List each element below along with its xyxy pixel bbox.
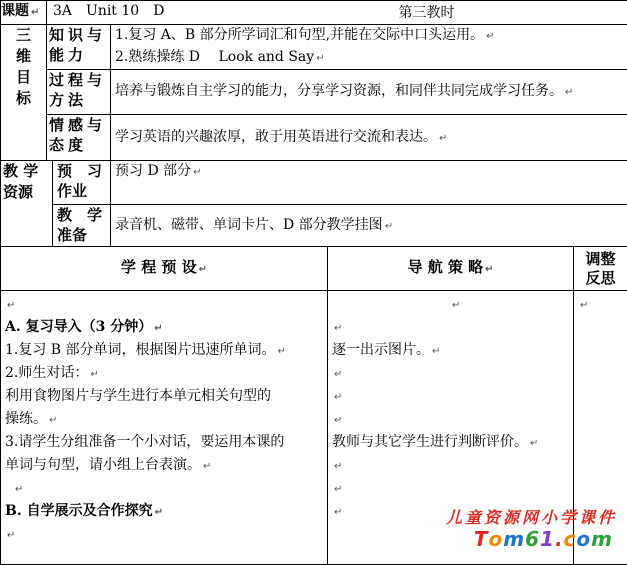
- watermark-letter: T: [474, 527, 489, 551]
- teaching-resources-cell: [1, 161, 53, 247]
- plan-header-cell: 学 程 预 设 ↵: [1, 247, 328, 291]
- prep-label-cell: [53, 205, 111, 247]
- watermark-logo-text: [474, 527, 613, 551]
- period-label: 第三教时: [399, 3, 455, 23]
- strategy-header-cell: 导 航 策 略 ↵: [328, 247, 574, 291]
- watermark-letter: o: [576, 527, 591, 551]
- strategy-item-1: 逐一出示图片。 ↵: [332, 339, 573, 362]
- knowledge-label: 知识与能力: [49, 25, 109, 65]
- topic-value-cell: [47, 1, 627, 25]
- three-dimension-goals-cell: [1, 25, 47, 161]
- topic-label: 课题: [1, 3, 29, 19]
- knowledge-label-cell: [47, 25, 111, 70]
- watermark-letter: o: [489, 527, 504, 551]
- preview-text: 预习 D 部分: [115, 163, 191, 179]
- emotion-text: 学习英语的兴趣浓厚，敢于用英语进行交流和表达。: [115, 129, 437, 145]
- reflection-header-2: 反思: [574, 269, 627, 288]
- knowledge-line-2: 2.熟练操练 D Look and Say ↵: [115, 47, 627, 69]
- prep-label-1: 教 学: [57, 205, 110, 225]
- emotion-label-cell: [47, 115, 111, 161]
- prep-label-2: 准备: [57, 225, 110, 245]
- preview-label-2: 作业: [57, 181, 110, 201]
- knowledge-line-1: 1.复习 A、B 部分所学词汇和句型,并能在交际中口头运用。 ↵: [115, 25, 627, 47]
- plan-item-3-cont: 单词与句型，请小组上台表演。 ↵: [5, 454, 327, 477]
- watermark-letter: c: [564, 527, 577, 551]
- plan-item-2: 2.师生对话： ↵: [5, 362, 327, 385]
- prep-content-cell: 录音机、磁带、单词卡片、D 部分教学挂图 ↵: [111, 205, 627, 247]
- watermark-letter: 6: [525, 527, 540, 551]
- strategy-header: 导 航 策 略: [407, 258, 483, 276]
- plan-item-2-detail: 利用食物图片与学生进行本单元相关句型的: [5, 385, 327, 408]
- process-label: 过程与方法: [49, 70, 109, 110]
- strategy-item-2: 教师与其它学生进行判断评价。 ↵: [332, 431, 573, 454]
- process-text: 培养与锻炼自主学习的能力，分享学习资源，和同伴共同完成学习任务。: [115, 83, 563, 99]
- section-b-title: B. 自学展示及合作探究 ↵: [5, 500, 327, 523]
- strategy-body-cell: ↵ ↵ 逐一出示图片。 ↵ ↵ ↵ ↵ 教师与其它学生进行判断评价。 ↵ ↵ ↵ ↵: [328, 291, 574, 565]
- blank-line: ↵: [5, 293, 327, 316]
- teaching-resources-label: 教 学 资源: [1, 161, 52, 203]
- site-watermark: [393, 505, 623, 555]
- blank-line-2: ↵: [5, 477, 327, 500]
- unit-title: 3A Unit 10 D: [53, 3, 164, 19]
- plan-header: 学 程 预 设: [121, 258, 197, 276]
- plan-body-cell: [1, 291, 328, 565]
- section-a-title: A. 复习导入（3 分钟） ↵: [5, 316, 327, 339]
- topic-label-cell: 课题 ↵: [1, 1, 47, 25]
- plan-item-1: 1.复习 B 部分单词，根据图片迅速所单词。 ↵: [5, 339, 327, 362]
- reflection-header-cell: [574, 247, 627, 291]
- watermark-letter: .: [555, 527, 564, 551]
- watermark-letter: m: [591, 527, 613, 551]
- process-label-cell: [47, 70, 111, 115]
- emotion-label: 情感与态度: [49, 115, 109, 155]
- preview-label-1: 预 习: [57, 161, 110, 181]
- knowledge-content-cell: [111, 25, 627, 70]
- preview-label-cell: [53, 161, 111, 205]
- blank-line-3: ↵: [5, 523, 327, 546]
- preview-content-cell: 预习 D 部分 ↵: [111, 161, 627, 205]
- emotion-content-cell: 学习英语的兴趣浓厚，敢于用英语进行交流和表达。 ↵: [111, 115, 627, 161]
- watermark-cn-text: 儿童资源网小学课件: [446, 505, 617, 528]
- reflection-header-1: 调整: [574, 250, 627, 269]
- plan-item-2-detail-cont: 操练。 ↵: [5, 408, 327, 431]
- watermark-letter: m: [503, 527, 525, 551]
- watermark-letter: 1: [540, 527, 555, 551]
- plan-item-3: 3.请学生分组准备一个小对话，要运用本课的: [5, 431, 327, 454]
- objectives-table: [0, 0, 627, 247]
- three-dimension-goals-label: 三 维 目 标: [1, 25, 46, 109]
- prep-text: 录音机、磁带、单词卡片、D 部分教学挂图: [115, 217, 383, 233]
- reflection-body-cell: ↵: [574, 291, 627, 565]
- process-content-cell: 培养与锻炼自主学习的能力，分享学习资源，和同伴共同完成学习任务。 ↵: [111, 70, 627, 115]
